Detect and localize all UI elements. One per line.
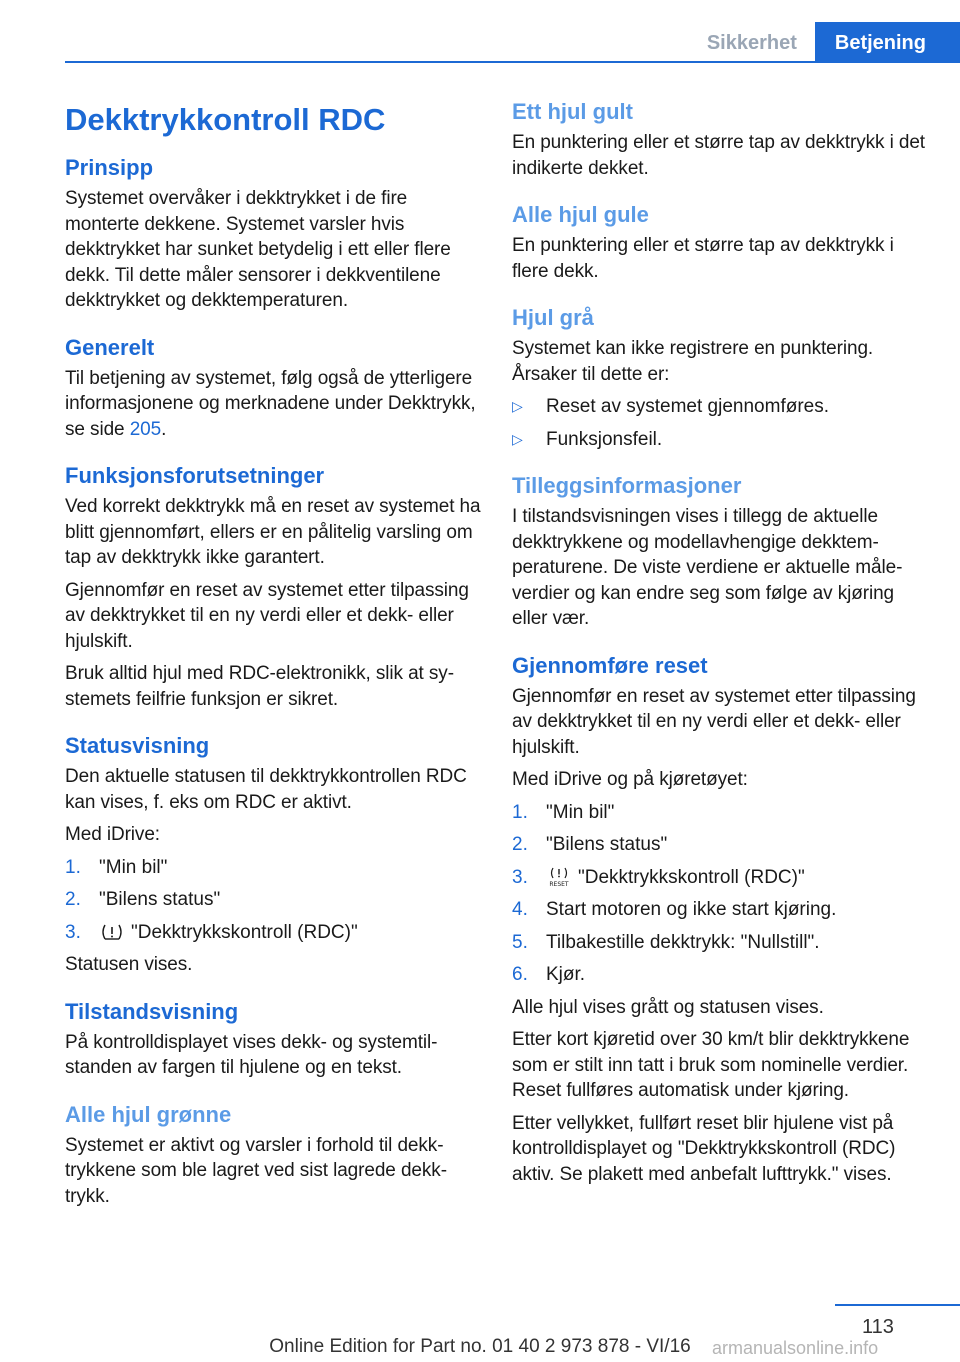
section-funksjonsforutsetninger [65,462,483,712]
step-text: Kjør. [546,964,586,985]
page-number-rule [835,1304,960,1306]
step-text-label: "Dekktrykkskontroll (RDC)" [131,921,358,943]
text-generelt-end: . [161,418,167,440]
section-tilleggsinformasjoner [512,472,927,632]
text-prinsipp: Systemet overvåker i dekktrykket i de fire monterte dekkene. Systemet varsler hvis dekktrykket har sunket betydelig i ett eller flere dekk. Til dette måler sensorer i dekkventilene dekktrykket og dekktemperaturen. [65,188,451,311]
section-gjennomfore-reset [512,652,927,1188]
section-generelt [65,334,483,443]
section-ett-hjul-gult [512,98,927,181]
text-gronne: Systemet er aktivt og varsler i forhold til dekktrykkene som ble lagret ved sist lagrede dekktrykk. [65,1134,448,1207]
step-number: 3. [65,921,81,943]
tire-reset-icon [546,867,572,887]
heading-tilstandsvisning: Tilstandsvisning [65,998,239,1024]
tab-sikkerhet[interactable]: Sikkerhet [689,22,815,62]
step-text [99,920,358,946]
section-hjul-gra [512,304,927,452]
text-tillegg: I tilstandsvisningen vises i tillegg de aktuelle dekktrykkene og modellavhengige dekktemperaturene. De viste verdiene er aktuelle måleverdier og kan endre seg som følge av kjøring eller vær. [512,506,903,629]
list-item [512,832,927,858]
text-gult: En punktering eller et større tap av dekktrykk i det indikerte dekket. [512,132,925,179]
step-number: 2. [512,834,528,855]
step-text: "Bilens status" [99,889,221,910]
step-number: 2. [65,889,81,910]
step-text: Tilbakestille dekktrykk: "Nullstill". [546,931,820,953]
step-text: "Min bil" [99,856,168,878]
step-number: 4. [512,899,528,920]
text-funksjon-3: Bruk alltid hjul med RDC-elektronikk, slik at systemets feilfrie funksjon er sikret. [65,663,455,710]
heading-prinsipp: Prinsipp [65,155,154,180]
text-generelt-body: Til betjening av systemet, følg også de ytterligere informasjonene og merknadene under Dekktrykk, se side [65,367,476,440]
gra-bullets [512,394,927,452]
text-generelt [65,366,483,443]
heading-funksjonsforutsetninger: Funksjonsforutsetninger [65,463,325,488]
text-funksjon-2: Gjennomfør en reset av systemet etter tilpassing av dekktrykket til en ny verdi eller et dekk- eller hjulskift. [65,579,469,652]
step-text: "Bilens status" [546,834,668,855]
step-number: 6. [512,964,528,985]
step-number: 5. [512,931,528,953]
section-alle-hjul-gule [512,201,927,284]
bullet-text: Reset av systemet gjennomføres. [546,396,829,417]
status-steps [65,855,483,946]
text-status-2: Med iDrive: [65,824,160,845]
heading-ett-hjul-gult: Ett hjul gult [512,99,633,124]
text-reset-4: Etter kort kjøretid over 30 km/t blir dekktrykkene som er stilt inn tatt i bruk som nominelle verdier. Reset fullføres automatisk under kjøring. [512,1029,910,1101]
reset-steps [512,800,927,988]
heading-generelt: Generelt [65,334,155,360]
reset-icon-label: RESET [549,881,569,888]
heading-tilleggsinformasjoner: Tilleggsinformasjoner [512,473,742,498]
text-reset-3: Alle hjul vises grått og statusen vises. [512,996,824,1018]
footer-edition: Online Edition for Part no. 01 40 2 973 878 - VI/16 [269,1336,691,1357]
left-column [65,98,483,1229]
list-item [65,887,483,913]
list-item [512,930,927,956]
list-item [512,394,927,420]
list-item [512,865,927,891]
triangle-bullet-icon: ▷ [512,398,523,414]
header-divider [65,61,960,63]
watermark: armanualsonline.info [712,1338,879,1358]
step-text: Start motoren og ikke start kjøring. [546,899,837,920]
text-status-1: Den aktuelle statusen til dekktrykkontrollen RDC kan vises, f. eks om RDC er aktivt. [65,766,467,813]
text-reset-2: Med iDrive og på kjøretøyet: [512,769,748,790]
heading-statusvisning: Statusvisning [65,733,210,758]
bullet-text: Funksjonsfeil. [546,428,663,450]
step-text-label: "Dekktrykkskontroll (RDC)" [578,866,805,888]
text-reset-1: Gjennomfør en reset av systemet etter tilpassing av dekktrykket til en ny verdi eller et dekk- eller hjulskift. [512,685,916,758]
heading-gjennomfore-reset: Gjennomføre reset [512,652,708,678]
tab-betjening[interactable]: Betjening [815,22,960,62]
chapter-tabs [689,22,960,62]
page-link-205[interactable]: 205 [129,418,162,440]
text-funksjon-1: Ved korrekt dekktrykk må en reset av systemet ha blitt gjennomført, ellers er en pålitelig varsling om tap av dekktrykk ikke garantert. [65,496,481,568]
heading-alle-hjul-gronne: Alle hjul grønne [65,1101,232,1127]
step-text [546,865,805,891]
section-prinsipp [65,154,483,314]
list-item [65,855,483,881]
text-gule: En punktering eller et større tap av dekktrykk i flere dekk. [512,235,894,282]
list-item [512,897,927,923]
right-column [512,98,927,1207]
list-item [65,920,483,946]
page-number: 113 [862,1316,894,1338]
section-alle-hjul-gronne [65,1101,483,1210]
tire-warning-icon [99,922,125,942]
triangle-bullet-icon: ▷ [512,430,523,447]
list-item [512,800,927,826]
step-number: 1. [65,856,81,878]
step-text: "Min bil" [546,801,615,823]
heading-alle-hjul-gule: Alle hjul gule [512,202,649,227]
heading-hjul-gra: Hjul grå [512,305,594,330]
section-statusvisning [65,732,483,978]
text-status-3: Statusen vises. [65,954,193,975]
text-gra: Systemet kan ikke registrere en punktering. Årsaker til dette er: [512,338,874,385]
step-number: 3. [512,866,528,888]
list-item [512,427,927,453]
page-title: Dekktrykkontroll RDC [65,102,386,137]
step-number: 1. [512,801,528,823]
list-item [512,962,927,988]
text-tilstand: På kontrolldisplayet vises dekk- og systemtilstanden av fargen til hjulene og en tekst. [65,1031,438,1078]
text-reset-5: Etter vellykket, fullført reset blir hjulene vist på kontrolldisplayet og "Dekktrykkskontroll (RDC) aktiv. Se plakett med anbefalt lufttrykk." vises. [512,1112,896,1185]
section-tilstandsvisning [65,998,483,1081]
